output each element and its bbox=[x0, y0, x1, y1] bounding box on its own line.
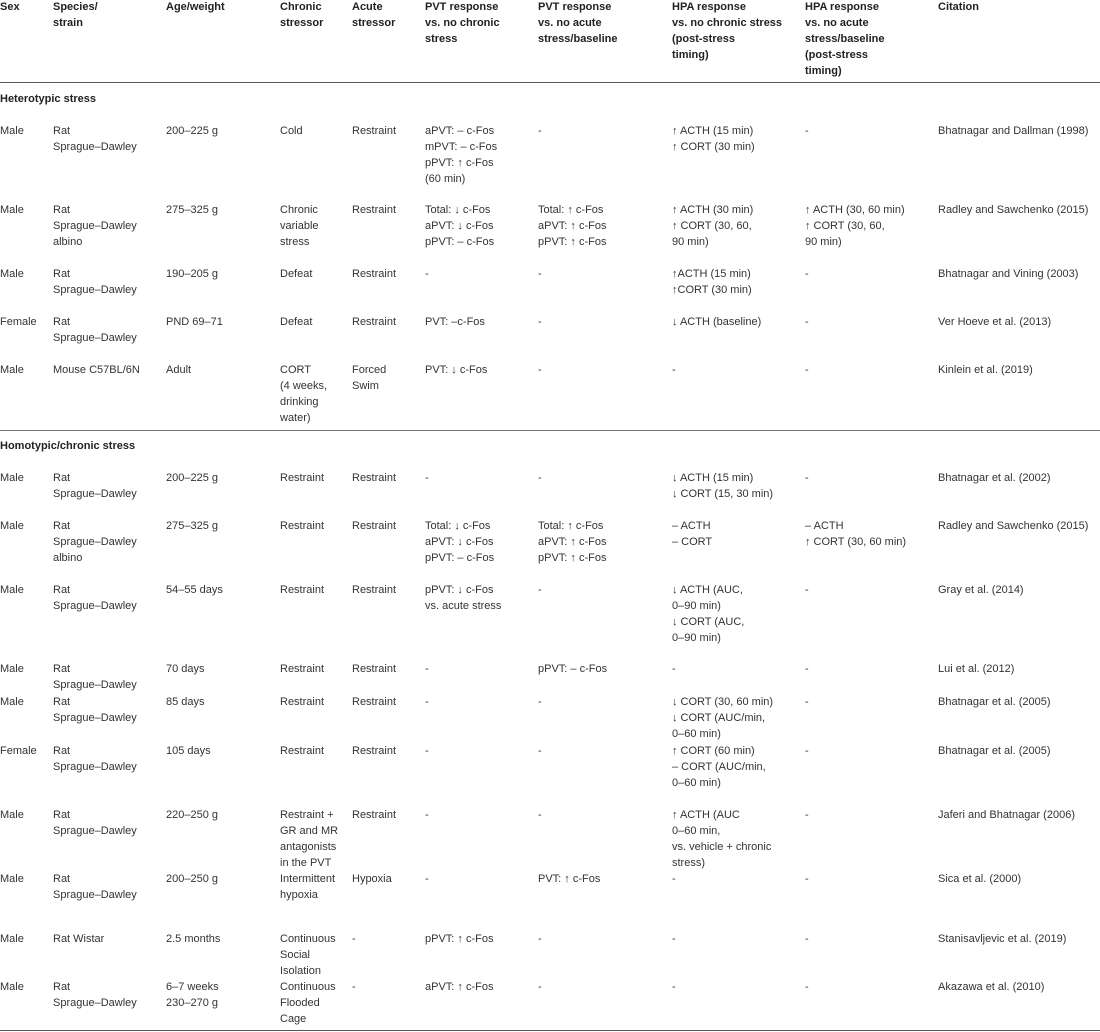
cell-age: 6–7 weeks 230–270 g bbox=[166, 981, 219, 1009]
cell-acute: Restraint bbox=[352, 472, 397, 484]
cell-hpa-chronic: - bbox=[672, 933, 676, 945]
cell-pvt-acute: - bbox=[538, 268, 542, 280]
table-header bbox=[0, 0, 1100, 83]
cell-acute: Hypoxia bbox=[352, 873, 392, 885]
cell-age: 200–225 g bbox=[166, 472, 218, 484]
cell-hpa-chronic: ↓ ACTH (AUC, 0–90 min) ↓ CORT (AUC, 0–90 min) bbox=[672, 584, 745, 644]
cell-acute: Restraint bbox=[352, 520, 397, 532]
cell-species: Rat Sprague–Dawley albino bbox=[53, 520, 137, 564]
cell-hpa-acute: – ACTH ↑ CORT (30, 60 min) bbox=[805, 520, 907, 548]
cell-sex: Male bbox=[0, 933, 24, 945]
cell-hpa-chronic: ↓ ACTH (15 min) ↓ CORT (15, 30 min) bbox=[672, 472, 774, 500]
cell-citation: Kinlein et al. (2019) bbox=[938, 364, 1033, 376]
cell-species: Rat Sprague–Dawley bbox=[53, 125, 137, 153]
cell-species: Rat Sprague–Dawley bbox=[53, 809, 137, 837]
cell-pvt-chronic: aPVT: – c-Fos mPVT: – c-Fos pPVT: ↑ c-Fos (60 min) bbox=[425, 125, 498, 185]
cell-sex: Male bbox=[0, 584, 24, 596]
cell-species: Rat Sprague–Dawley albino bbox=[53, 204, 137, 248]
cell-pvt-acute: Total: ↑ c-Fos aPVT: ↑ c-Fos pPVT: ↑ c-Fos bbox=[538, 204, 607, 248]
cell-hpa-acute: - bbox=[805, 316, 809, 328]
cell-pvt-acute: - bbox=[538, 696, 542, 708]
cell-pvt-acute: pPVT: – c-Fos bbox=[538, 663, 608, 675]
cell-hpa-acute: - bbox=[805, 873, 809, 885]
cell-hpa-acute: - bbox=[805, 933, 809, 945]
cell-hpa-acute: - bbox=[805, 809, 809, 821]
cell-species: Rat Sprague–Dawley bbox=[53, 268, 137, 296]
cell-hpa-chronic: – ACTH – CORT bbox=[672, 520, 713, 548]
cell-species: Mouse C57BL/6N bbox=[53, 364, 140, 376]
cell-chronic: Continuous Social Isolation bbox=[280, 933, 336, 977]
cell-species: Rat Sprague–Dawley bbox=[53, 472, 137, 500]
cell-pvt-chronic: - bbox=[425, 696, 429, 708]
cell-age: 85 days bbox=[166, 696, 205, 708]
cell-acute: Restraint bbox=[352, 204, 397, 216]
cell-species: Rat Sprague–Dawley bbox=[53, 696, 137, 724]
cell-hpa-acute: ↑ ACTH (30, 60 min) ↑ CORT (30, 60, 90 min) bbox=[805, 204, 905, 248]
cell-chronic: Restraint bbox=[280, 745, 325, 757]
cell-hpa-acute: - bbox=[805, 364, 809, 376]
cell-sex: Male bbox=[0, 520, 24, 532]
cell-pvt-chronic: - bbox=[425, 268, 429, 280]
cell-acute: Restraint bbox=[352, 745, 397, 757]
cell-citation: Sica et al. (2000) bbox=[938, 873, 1022, 885]
cell-hpa-chronic: ↑ ACTH (AUC 0–60 min, vs. vehicle + chronic stress) bbox=[672, 809, 772, 869]
cell-sex: Male bbox=[0, 809, 24, 821]
cell-acute: - bbox=[352, 981, 356, 993]
cell-pvt-acute: - bbox=[538, 745, 542, 757]
cell-pvt-acute: - bbox=[538, 584, 542, 596]
cell-hpa-chronic: - bbox=[672, 873, 676, 885]
header-species: Species/ strain bbox=[53, 1, 98, 29]
header-pvt-chronic: PVT response vs. no chronic stress bbox=[425, 1, 500, 45]
cell-acute: Restraint bbox=[352, 663, 397, 675]
header-citation: Citation bbox=[938, 1, 979, 13]
cell-hpa-chronic: ↑ CORT (60 min) – CORT (AUC/min, 0–60 min) bbox=[672, 745, 766, 789]
cell-pvt-acute: - bbox=[538, 316, 542, 328]
header-chronic-stressor: Chronic stressor bbox=[280, 1, 324, 29]
cell-hpa-acute: - bbox=[805, 125, 809, 137]
cell-pvt-acute: - bbox=[538, 125, 542, 137]
cell-species: Rat Sprague–Dawley bbox=[53, 663, 137, 691]
cell-pvt-chronic: PVT: –c-Fos bbox=[425, 316, 485, 328]
header-hpa-acute: HPA response vs. no acute stress/baseline (post-stress timing) bbox=[805, 1, 885, 77]
cell-chronic: Restraint bbox=[280, 472, 325, 484]
cell-hpa-acute: - bbox=[805, 696, 809, 708]
cell-pvt-acute: - bbox=[538, 472, 542, 484]
cell-chronic: Restraint bbox=[280, 663, 325, 675]
cell-age: 275–325 g bbox=[166, 520, 218, 532]
cell-pvt-chronic: Total: ↓ c-Fos aPVT: ↓ c-Fos pPVT: – c-Fos bbox=[425, 204, 495, 248]
cell-pvt-chronic: pPVT: ↑ c-Fos bbox=[425, 933, 494, 945]
cell-hpa-chronic: ↑ACTH (15 min) ↑CORT (30 min) bbox=[672, 268, 752, 296]
cell-chronic: Restraint bbox=[280, 696, 325, 708]
cell-acute: Restraint bbox=[352, 696, 397, 708]
cell-hpa-chronic: ↓ ACTH (baseline) bbox=[672, 316, 762, 328]
cell-chronic: Intermittent hypoxia bbox=[280, 873, 336, 901]
cell-age: 200–225 g bbox=[166, 125, 218, 137]
cell-sex: Male bbox=[0, 364, 24, 376]
cell-hpa-acute: - bbox=[805, 584, 809, 596]
cell-age: 275–325 g bbox=[166, 204, 218, 216]
cell-acute: Restraint bbox=[352, 268, 397, 280]
cell-hpa-acute: - bbox=[805, 268, 809, 280]
section-divider bbox=[0, 430, 1100, 431]
cell-age: Adult bbox=[166, 364, 192, 376]
section-title: Heterotypic stress bbox=[0, 93, 96, 105]
cell-acute: - bbox=[352, 933, 356, 945]
cell-species: Rat Sprague–Dawley bbox=[53, 316, 137, 344]
cell-pvt-acute: PVT: ↑ c-Fos bbox=[538, 873, 601, 885]
cell-acute: Restraint bbox=[352, 125, 397, 137]
cell-chronic: Continuous Flooded Cage bbox=[280, 981, 336, 1025]
cell-sex: Male bbox=[0, 663, 24, 675]
cell-hpa-acute: - bbox=[805, 745, 809, 757]
cell-sex: Male bbox=[0, 981, 24, 993]
cell-pvt-chronic: - bbox=[425, 745, 429, 757]
cell-age: 54–55 days bbox=[166, 584, 223, 596]
cell-pvt-acute: - bbox=[538, 981, 542, 993]
cell-age: PND 69–71 bbox=[166, 316, 223, 328]
cell-pvt-acute: - bbox=[538, 364, 542, 376]
cell-species: Rat Sprague–Dawley bbox=[53, 745, 137, 773]
header-acute-stressor: Acute stressor bbox=[352, 1, 396, 29]
cell-pvt-chronic: PVT: ↓ c-Fos bbox=[425, 364, 488, 376]
cell-sex: Male bbox=[0, 472, 24, 484]
cell-acute: Restraint bbox=[352, 316, 397, 328]
cell-acute: Restraint bbox=[352, 584, 397, 596]
cell-hpa-acute: - bbox=[805, 663, 809, 675]
cell-chronic: Defeat bbox=[280, 316, 313, 328]
cell-chronic: Restraint + GR and MR antagonists in the PVT bbox=[280, 809, 339, 869]
section-title: Homotypic/chronic stress bbox=[0, 440, 136, 452]
cell-citation: Gray et al. (2014) bbox=[938, 584, 1024, 596]
cell-hpa-chronic: ↑ ACTH (15 min) ↑ CORT (30 min) bbox=[672, 125, 755, 153]
cell-age: 70 days bbox=[166, 663, 205, 675]
cell-chronic: Chronic variable stress bbox=[280, 204, 319, 248]
cell-species: Rat Sprague–Dawley bbox=[53, 981, 137, 1009]
cell-pvt-chronic: - bbox=[425, 873, 429, 885]
cell-hpa-chronic: ↑ ACTH (30 min) ↑ CORT (30, 60, 90 min) bbox=[672, 204, 754, 248]
cell-citation: Lui et al. (2012) bbox=[938, 663, 1015, 675]
cell-citation: Bhatnagar and Vining (2003) bbox=[938, 268, 1079, 280]
cell-hpa-chronic: - bbox=[672, 981, 676, 993]
header-hpa-chronic: HPA response vs. no chronic stress (post-stress timing) bbox=[672, 1, 783, 61]
cell-sex: Female bbox=[0, 745, 37, 757]
cell-chronic: Restraint bbox=[280, 520, 325, 532]
cell-acute: Forced Swim bbox=[352, 364, 387, 392]
cell-citation: Bhatnagar et al. (2005) bbox=[938, 696, 1051, 708]
cell-sex: Male bbox=[0, 125, 24, 137]
cell-citation: Jaferi and Bhatnagar (2006) bbox=[938, 809, 1075, 821]
cell-chronic: Cold bbox=[280, 125, 303, 137]
cell-chronic: Restraint bbox=[280, 584, 325, 596]
cell-species: Rat Wistar bbox=[53, 933, 105, 945]
cell-chronic: CORT (4 weeks, drinking water) bbox=[280, 364, 328, 424]
cell-age: 190–205 g bbox=[166, 268, 218, 280]
cell-citation: Bhatnagar et al. (2005) bbox=[938, 745, 1051, 757]
cell-age: 220–250 g bbox=[166, 809, 218, 821]
cell-pvt-chronic: Total: ↓ c-Fos aPVT: ↓ c-Fos pPVT: – c-Fos bbox=[425, 520, 495, 564]
cell-hpa-acute: - bbox=[805, 472, 809, 484]
cell-sex: Female bbox=[0, 316, 37, 328]
cell-acute: Restraint bbox=[352, 809, 397, 821]
cell-chronic: Defeat bbox=[280, 268, 313, 280]
cell-age: 2.5 months bbox=[166, 933, 221, 945]
cell-pvt-chronic: - bbox=[425, 809, 429, 821]
cell-species: Rat Sprague–Dawley bbox=[53, 584, 137, 612]
cell-age: 105 days bbox=[166, 745, 211, 757]
cell-pvt-chronic: aPVT: ↑ c-Fos bbox=[425, 981, 494, 993]
table-bottom-rule bbox=[0, 1030, 1100, 1031]
cell-sex: Male bbox=[0, 873, 24, 885]
cell-pvt-chronic: - bbox=[425, 472, 429, 484]
header-age: Age/weight bbox=[166, 1, 225, 13]
header-pvt-acute: PVT response vs. no acute stress/baseline bbox=[538, 1, 618, 45]
header-sex: Sex bbox=[0, 1, 20, 13]
cell-hpa-chronic: ↓ CORT (30, 60 min) ↓ CORT (AUC/min, 0–60 min) bbox=[672, 696, 774, 740]
cell-citation: Akazawa et al. (2010) bbox=[938, 981, 1045, 993]
cell-pvt-acute: - bbox=[538, 809, 542, 821]
cell-sex: Male bbox=[0, 696, 24, 708]
cell-citation: Bhatnagar et al. (2002) bbox=[938, 472, 1051, 484]
cell-hpa-chronic: - bbox=[672, 663, 676, 675]
cell-citation: Stanisavljevic et al. (2019) bbox=[938, 933, 1067, 945]
cell-citation: Bhatnagar and Dallman (1998) bbox=[938, 125, 1089, 137]
cell-pvt-acute: - bbox=[538, 933, 542, 945]
cell-age: 200–250 g bbox=[166, 873, 218, 885]
cell-pvt-chronic: pPVT: ↓ c-Fos vs. acute stress bbox=[425, 584, 502, 612]
cell-citation: Ver Hoeve et al. (2013) bbox=[938, 316, 1052, 328]
cell-pvt-chronic: - bbox=[425, 663, 429, 675]
cell-citation: Radley and Sawchenko (2015) bbox=[938, 520, 1089, 532]
cell-hpa-acute: - bbox=[805, 981, 809, 993]
cell-species: Rat Sprague–Dawley bbox=[53, 873, 137, 901]
cell-citation: Radley and Sawchenko (2015) bbox=[938, 204, 1089, 216]
cell-pvt-acute: Total: ↑ c-Fos aPVT: ↑ c-Fos pPVT: ↑ c-Fos bbox=[538, 520, 607, 564]
cell-hpa-chronic: - bbox=[672, 364, 676, 376]
cell-sex: Male bbox=[0, 204, 24, 216]
cell-sex: Male bbox=[0, 268, 24, 280]
